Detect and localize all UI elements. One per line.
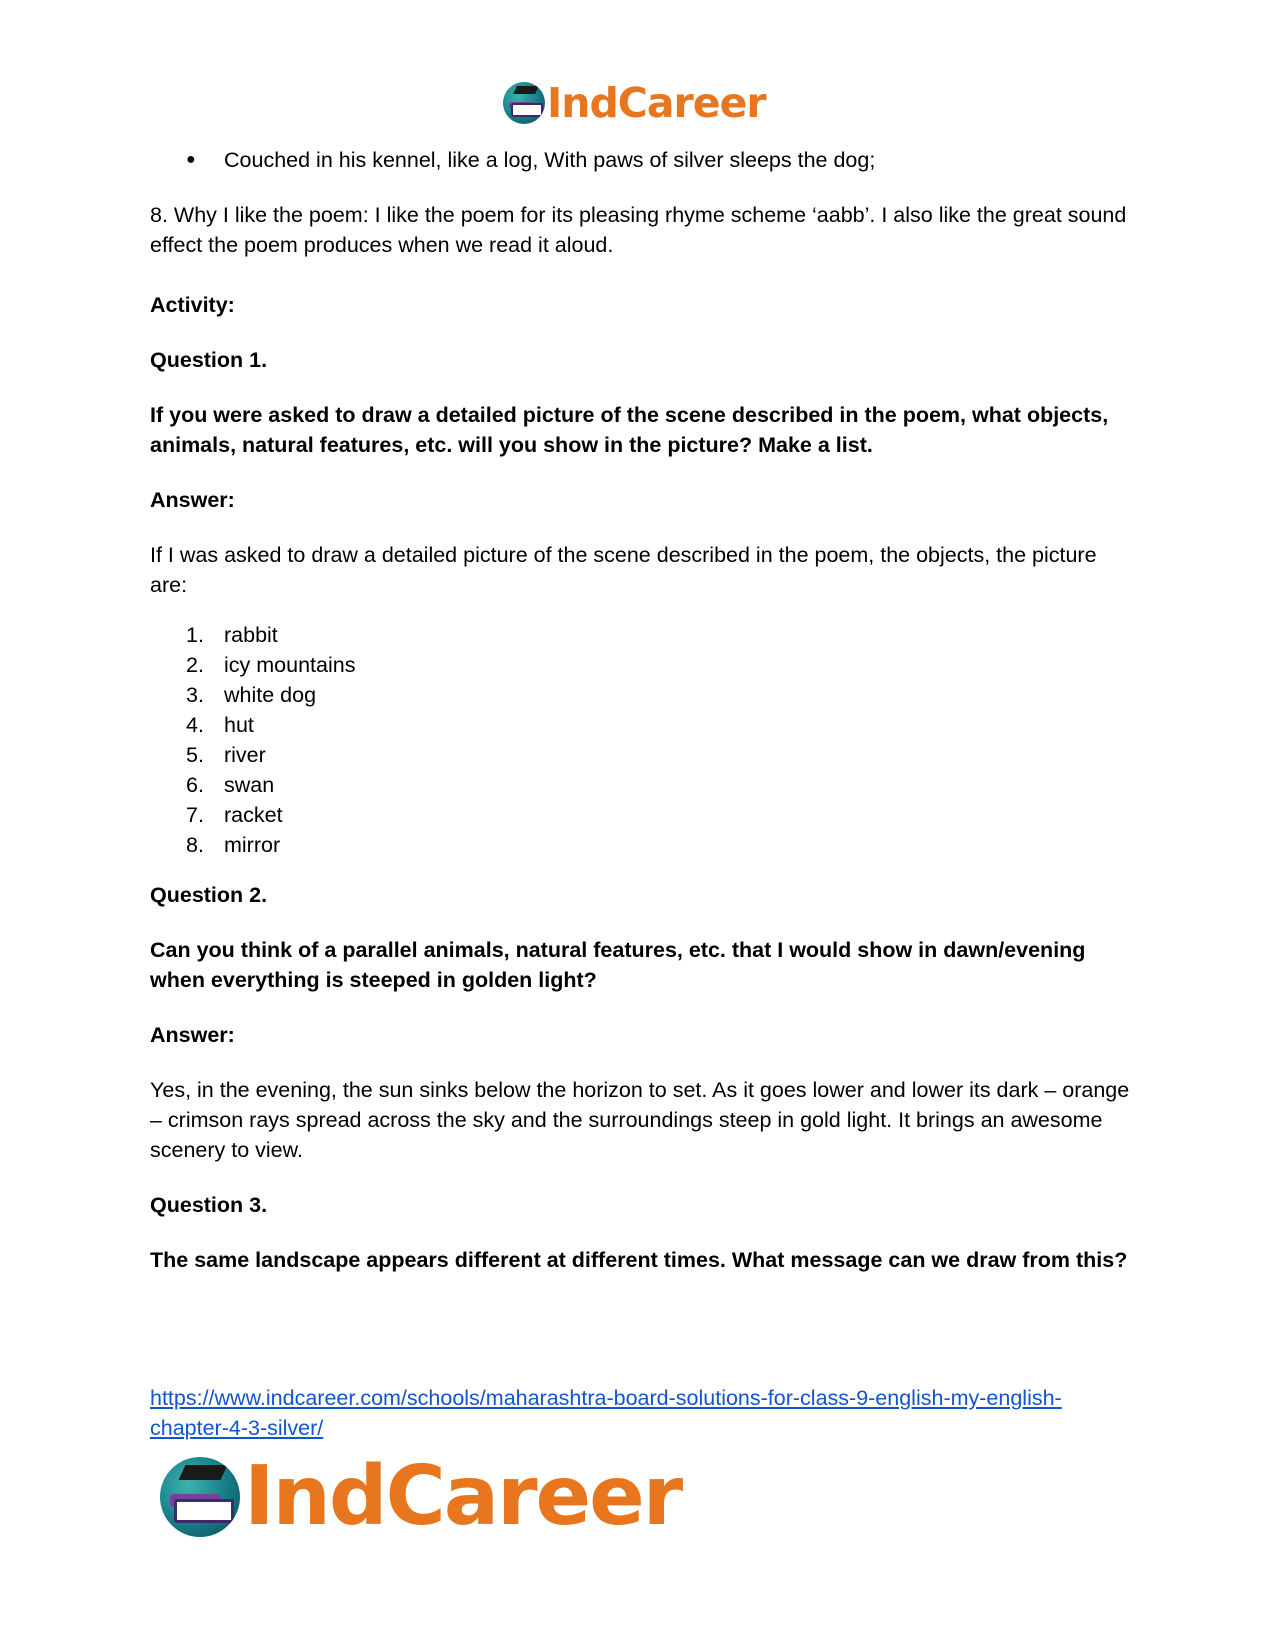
answer-1-label: Answer: [150, 488, 235, 512]
footer-logo-text: IndCareer [244, 1449, 682, 1544]
list-item: 7. racket [186, 803, 283, 827]
header-logo [503, 78, 766, 128]
question-1-label: Question 1. [150, 348, 268, 372]
question-2-text: Can you think of a parallel animals, natural features, etc. that I would show in dawn/evening when everything is steeped in golden light? [150, 938, 1086, 992]
bullet-text: Couched in his kennel, like a log, With paws of silver sleeps the dog; [224, 148, 876, 172]
why-like-paragraph: 8. Why I like the poem: I like the poem for its pleasing rhyme scheme ‘aabb’. I also like the great sound effect the poem produces when we read it aloud. [150, 203, 1127, 257]
question-3-text: The same landscape appears different at different times. What message can we draw from this? [150, 1248, 1128, 1272]
list-item: 1. rabbit [186, 623, 278, 647]
source-url-link[interactable]: https://www.indcareer.com/schools/maharashtra-board-solutions-for-class-9-english-my-english-chapter-4-3-silver/ [150, 1386, 1062, 1440]
bullet-icon: ● [186, 151, 196, 168]
activity-heading: Activity: [150, 293, 235, 317]
question-1-text: If you were asked to draw a detailed picture of the scene described in the poem, what objects, animals, natural features, etc. will you show in the picture? Make a list. [150, 403, 1109, 457]
list-item: 6. swan [186, 773, 275, 797]
poem-bullet-line [150, 145, 875, 175]
answer-2-text: Yes, in the evening, the sun sinks below the horizon to set. As it goes lower and lower its dark – orange – crimson rays spread across the sky and the surroundings steep in gold light. It brings an awesome scenery to view. [150, 1078, 1130, 1162]
objects-list [150, 620, 355, 860]
question-3-label: Question 3. [150, 1193, 268, 1217]
list-item: 2. icy mountains [186, 653, 356, 677]
question-2-label: Question 2. [150, 883, 268, 907]
header-logo-text: IndCareer [547, 78, 766, 127]
list-item: 4. hut [186, 713, 254, 737]
graduation-book-icon [503, 82, 545, 124]
graduation-book-icon [160, 1457, 240, 1537]
footer-logo [160, 1449, 682, 1544]
answer-1-text: If I was asked to draw a detailed picture of the scene described in the poem, the objects, the picture are: [150, 543, 1097, 597]
list-item: 5. river [186, 743, 266, 767]
answer-2-label: Answer: [150, 1023, 235, 1047]
list-item: 3. white dog [186, 683, 317, 707]
list-item: 8. mirror [186, 833, 281, 857]
